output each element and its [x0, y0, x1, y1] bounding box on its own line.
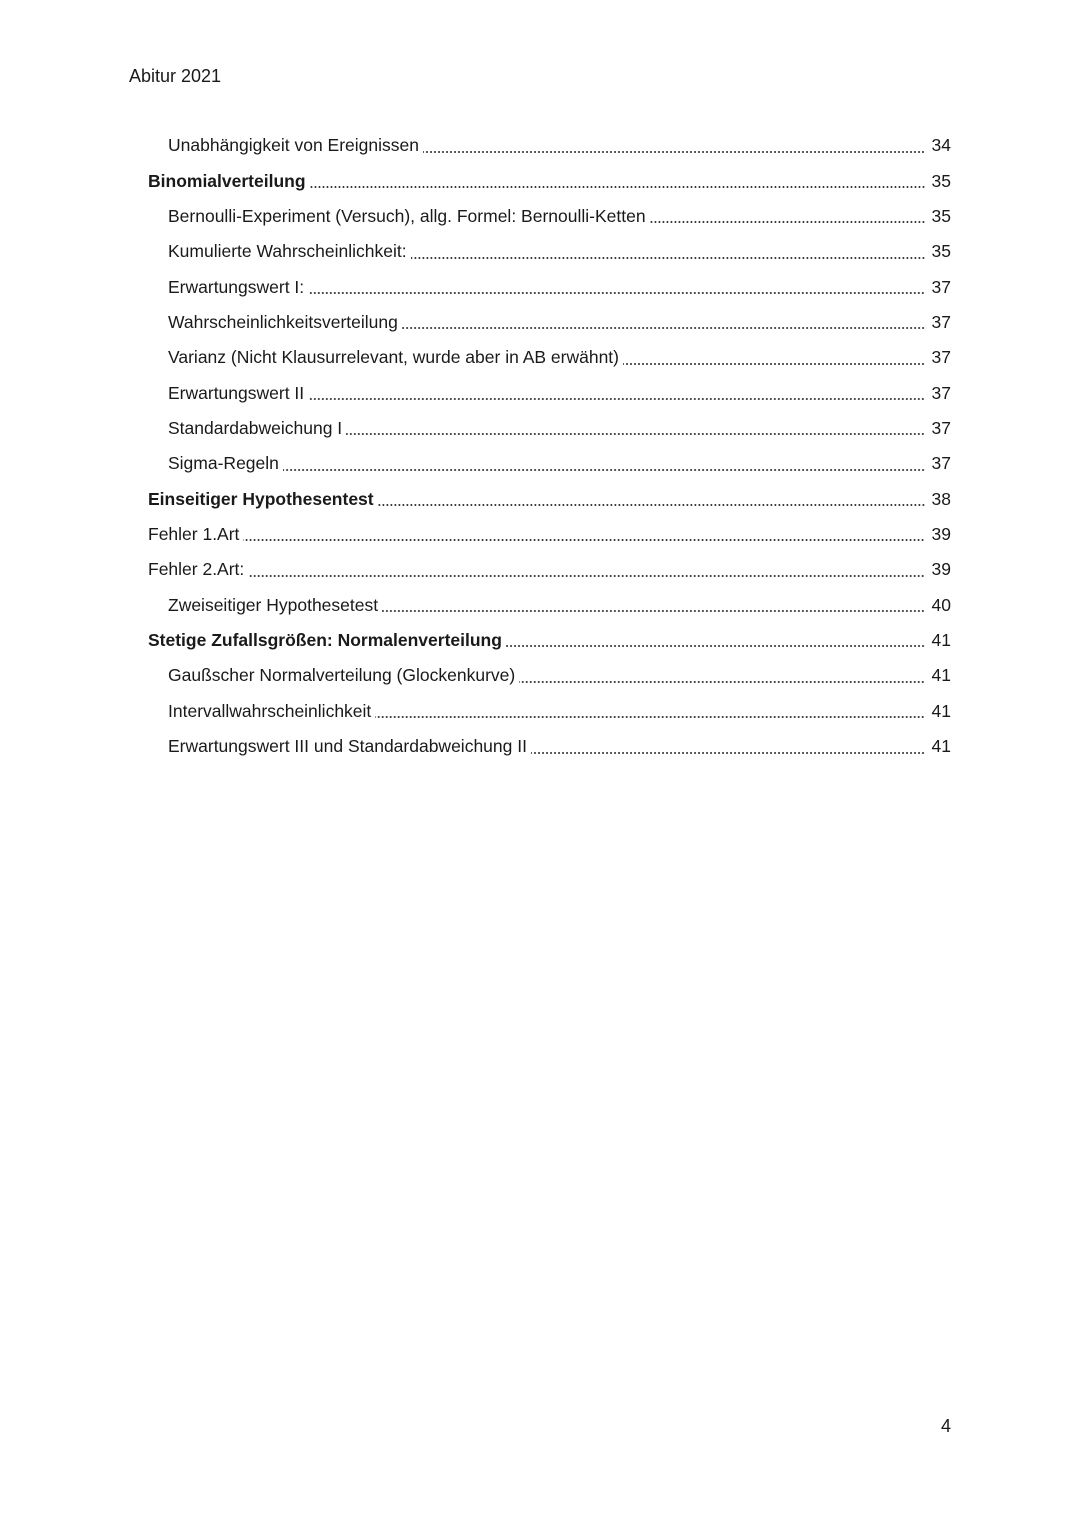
toc-entry-page: 34 — [931, 135, 951, 156]
toc-entry-page: 37 — [931, 417, 951, 438]
toc-entry[interactable] — [148, 199, 951, 234]
toc-entry-page: 37 — [931, 311, 951, 332]
toc-dot-leader — [283, 469, 925, 471]
toc-dot-leader — [346, 433, 925, 435]
toc-entry-title: Sigma-Regeln — [168, 453, 279, 474]
toc-entry-page: 37 — [931, 347, 951, 368]
toc-entry[interactable] — [148, 552, 951, 587]
toc-entry-title: Bernoulli-Experiment (Versuch), allg. Formel: Bernoulli-Ketten — [168, 205, 646, 226]
toc-entry-title: Kumulierte Wahrscheinlichkeit: — [168, 241, 407, 262]
toc-entry-title: Stetige Zufallsgrößen: Normalenverteilung — [148, 629, 502, 650]
toc-dot-leader — [531, 752, 925, 754]
toc-entry[interactable] — [148, 234, 951, 269]
toc-dot-leader — [506, 645, 925, 647]
toc-dot-leader — [623, 363, 925, 365]
toc-entry-title: Erwartungswert I: — [168, 276, 305, 297]
toc-dot-leader — [308, 398, 925, 400]
toc-dot-leader — [402, 327, 925, 329]
toc-dot-leader — [382, 610, 925, 612]
toc-entry-page: 39 — [931, 523, 951, 544]
toc-entry-page: 40 — [931, 594, 951, 615]
toc-entry-title: Binomialverteilung — [148, 170, 306, 191]
toc-entry[interactable] — [148, 694, 951, 729]
toc-entry-page: 39 — [931, 559, 951, 580]
toc-entry-title: Fehler 2.Art: — [148, 559, 245, 580]
toc-dot-leader — [650, 221, 925, 223]
page-number: 4 — [940, 1416, 951, 1436]
toc-entry-title: Wahrscheinlichkeitsverteilung — [168, 311, 398, 332]
toc-entry-title: Unabhängigkeit von Ereignissen — [168, 135, 419, 156]
toc-entry[interactable] — [148, 446, 951, 481]
toc-entry-page: 41 — [931, 700, 951, 721]
toc-entry-page: 38 — [931, 488, 951, 509]
toc-entry-page: 37 — [931, 453, 951, 474]
toc-entry[interactable] — [148, 729, 951, 764]
toc-entry-page: 41 — [931, 665, 951, 686]
toc-entry[interactable] — [148, 623, 951, 658]
page-header: Abitur 2021 — [129, 66, 222, 86]
toc-entry-page: 35 — [931, 170, 951, 191]
toc-entry-page: 37 — [931, 382, 951, 403]
toc-entry-title: Fehler 1.Art — [148, 523, 240, 544]
toc-entry[interactable] — [148, 163, 951, 198]
toc-entry-page: 41 — [931, 736, 951, 757]
toc-entry-page: 41 — [931, 629, 951, 650]
toc-entry[interactable] — [148, 587, 951, 622]
toc-dot-leader — [375, 716, 925, 718]
table-of-contents — [148, 128, 951, 764]
toc-entry[interactable] — [148, 340, 951, 375]
toc-entry[interactable] — [148, 375, 951, 410]
toc-entry-title: Einseitiger Hypothesentest — [148, 488, 374, 509]
toc-entry[interactable] — [148, 411, 951, 446]
toc-dot-leader — [411, 257, 925, 259]
toc-dot-leader — [519, 681, 925, 683]
toc-entry[interactable] — [148, 269, 951, 304]
toc-entry-title: Gaußscher Normalverteilung (Glockenkurve) — [168, 665, 516, 686]
toc-dot-leader — [378, 504, 925, 506]
toc-entry-title: Erwartungswert III und Standardabweichung II — [168, 736, 527, 757]
toc-dot-leader — [308, 292, 925, 294]
toc-dot-leader — [423, 151, 925, 153]
toc-dot-leader — [310, 186, 925, 188]
toc-entry-page: 35 — [931, 241, 951, 262]
toc-entry-title: Zweiseitiger Hypothesetest — [168, 594, 379, 615]
toc-entry[interactable] — [148, 517, 951, 552]
toc-entry-title: Erwartungswert II — [168, 382, 305, 403]
toc-entry-page: 35 — [931, 205, 951, 226]
toc-entry-title: Varianz (Nicht Klausurrelevant, wurde aber in AB erwähnt) — [168, 347, 620, 368]
toc-entry-page: 37 — [931, 276, 951, 297]
toc-entry[interactable] — [148, 658, 951, 693]
toc-entry-title: Intervallwahrscheinlichkeit — [168, 700, 372, 721]
toc-entry-title: Standardabweichung I — [168, 417, 343, 438]
toc-dot-leader — [248, 575, 925, 577]
toc-entry[interactable] — [148, 481, 951, 516]
toc-dot-leader — [243, 539, 925, 541]
toc-entry[interactable] — [148, 128, 951, 163]
toc-entry[interactable] — [148, 305, 951, 340]
